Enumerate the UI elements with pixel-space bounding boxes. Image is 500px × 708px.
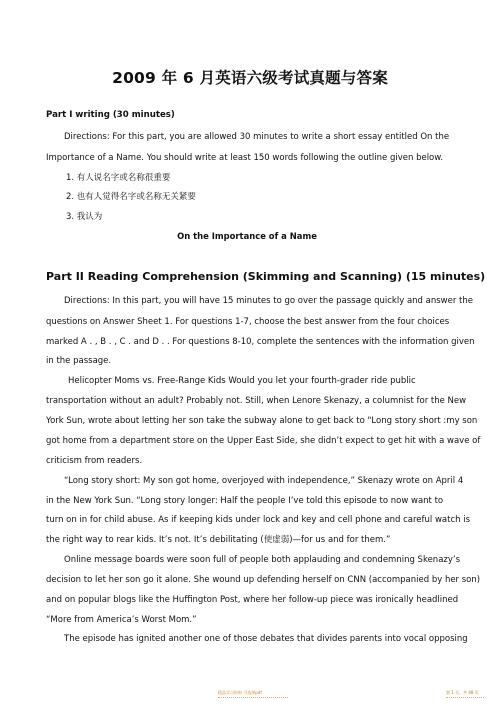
paragraph-line: Helicopter Moms vs. Free-Range Kids Would you let your fourth-grader ride public: [68, 376, 416, 386]
part1-heading: Part I writing (30 minutes): [46, 110, 175, 120]
paragraph-line: criticism from readers.: [46, 456, 143, 466]
paragraph-line: The episode has ignited another one of those debates that divides parents into vocal opposing: [64, 634, 468, 644]
outline-item: 1. 有人说名字或名称很重要: [66, 173, 171, 183]
footer-dotted-line: [218, 697, 288, 698]
paragraph-line: in the passage.: [46, 356, 112, 366]
outline-item: 2. 也有人觉得名字或名称无关紧要: [66, 192, 196, 202]
footer-left-text: 精品学习资料 可选择pdf: [218, 690, 262, 695]
paragraph-line: questions on Answer Sheet 1. For questions 1-7, choose the best answer from the four choices: [46, 317, 450, 327]
paragraph-line: York Sun, wrote about letting her son take the subway alone to get back to "Long story short :my son: [46, 416, 478, 426]
part2-heading: Part II Reading Comprehension (Skimming and Scanning) (15 minutes): [46, 270, 486, 283]
paragraph-line: marked A . , B . , C . and D . . For questions 8-10, complete the sentences with the information given: [46, 337, 475, 347]
paragraph-line: the right way to rear kids. It’s not. It’s debilitating (使虚弱)—for us and for them.”: [46, 535, 391, 545]
paragraph-line: got home from a department store on the Upper East Side, she didn’t expect to get hit with a wave of: [46, 436, 481, 446]
outline-item: 3. 我认为: [66, 212, 103, 222]
paragraph-line: turn on in for child abuse. As if keeping kids under lock and key and cell phone and careful watch is: [46, 515, 471, 525]
paragraph-line: transportation without an adult? Probably not. Still, when Lenore Skenazy, a columnist for the New: [46, 396, 467, 406]
paragraph-line: “Long story short: My son got home, overjoyed with independence,” Skenazy wrote on April 4: [64, 476, 464, 486]
paragraph-line: in the New York Sun. “Long story longer: Half the people I’ve told this episode to now want to: [46, 496, 444, 506]
footer-page-number: 第 1 页，共 48 页: [446, 690, 479, 695]
paragraph-line: Online message boards were soon full of people both applauding and condemning Skenazy’s: [64, 555, 461, 565]
part1-directions-line: Importance of a Name. You should write at least 150 words following the outline given below.: [46, 153, 444, 163]
paragraph-line: and on popular blogs like the Huffington Post, where her follow-up piece was ironically headlined: [46, 595, 459, 605]
part1-directions-line: Directions: For this part, you are allowed 30 minutes to write a short essay entitled On the: [64, 132, 450, 142]
paragraph-line: “More from America’s Worst Mom.”: [46, 615, 197, 625]
footer-dotted-line: [446, 697, 484, 698]
paragraph-line: Directions: In this part, you will have 15 minutes to go over the passage quickly and answer the: [64, 296, 473, 306]
essay-title: On the Importance of a Name: [177, 232, 317, 242]
page-title: 2009 年 6 月英语六级考试真题与答案: [112, 69, 388, 87]
paragraph-line: decision to let her son go it alone. She wound up defending herself on CNN (accompanied by her son): [46, 575, 481, 585]
